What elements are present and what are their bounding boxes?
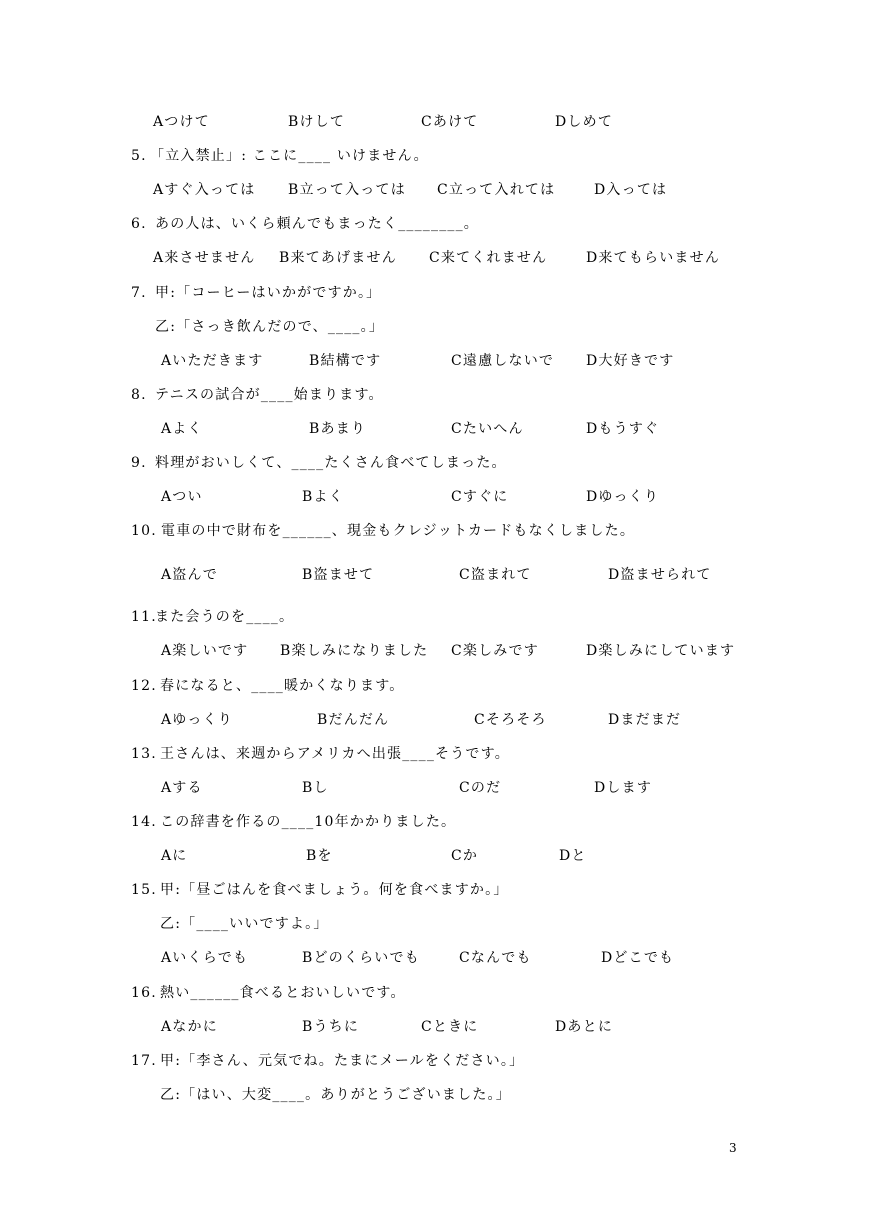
question-text: 春になると、____暖かくなります。 bbox=[160, 678, 405, 694]
option-b: Bだんだん bbox=[317, 712, 390, 728]
option-b: Bどのくらいでも bbox=[302, 950, 420, 966]
option-d: Dします bbox=[594, 780, 653, 796]
option-d: Dあとに bbox=[555, 1019, 614, 1035]
question-number: 15. bbox=[131, 882, 157, 898]
option-c: C来てくれません bbox=[429, 250, 548, 266]
option-d: Dゆっくり bbox=[586, 489, 660, 505]
option-a: A来させません bbox=[153, 250, 256, 266]
option-a: Aに bbox=[161, 848, 188, 864]
option-c: Cのだ bbox=[459, 780, 502, 796]
question-text-line-2: 乙:「さっき飲んだので、____。」 bbox=[155, 319, 385, 335]
question-number: 5. bbox=[131, 148, 147, 164]
option-c: Cすぐに bbox=[451, 489, 509, 505]
option-a: Aすぐ入っては bbox=[153, 182, 256, 198]
option-d: Dもうすぐ bbox=[586, 421, 660, 437]
option-c: Cたいへん bbox=[451, 421, 524, 437]
question-number: 17. bbox=[131, 1053, 157, 1069]
option-c: C遠慮しないで bbox=[451, 353, 555, 369]
question-text: また会うのを____。 bbox=[155, 609, 295, 625]
question-text-line-2: 乙:「はい、大変____。ありがとうございました。」 bbox=[160, 1087, 511, 1103]
option-a: A盗んで bbox=[161, 567, 218, 583]
option-c: Cか bbox=[451, 848, 479, 864]
question-text: 料理がおいしくて、____たくさん食べてしまった。 bbox=[155, 455, 507, 471]
option-b: Bよく bbox=[302, 489, 344, 505]
question-number: 8. bbox=[131, 387, 147, 403]
question-number: 16. bbox=[131, 985, 157, 1001]
option-d: Dどこでも bbox=[601, 950, 675, 966]
page-number: 3 bbox=[729, 1141, 737, 1155]
option-c: Cあけて bbox=[421, 114, 479, 130]
option-a: Aする bbox=[161, 780, 203, 796]
option-b: Bけして bbox=[288, 114, 346, 130]
question-text-line-2: 乙:「____いいですよ。」 bbox=[160, 916, 329, 932]
question-number: 12. bbox=[131, 678, 157, 694]
option-c: C盗まれて bbox=[459, 567, 532, 583]
option-d: Dまだまだ bbox=[608, 712, 682, 728]
question-text: この辞書を作るの____10年かかりました。 bbox=[160, 814, 457, 830]
option-a: Aつけて bbox=[153, 114, 210, 130]
option-d: Dと bbox=[559, 848, 587, 864]
question-number: 13. bbox=[131, 746, 157, 762]
option-c: C立って入れては bbox=[437, 182, 556, 198]
option-c: C楽しみです bbox=[451, 643, 539, 659]
question-text: あの人は、いくら頼んでもまったく________。 bbox=[155, 216, 479, 232]
option-a: Aなかに bbox=[161, 1019, 218, 1035]
option-a: Aゆっくり bbox=[161, 712, 233, 728]
question-text: 熱い______食べるとおいしいです。 bbox=[160, 985, 406, 1001]
option-b: Bを bbox=[306, 848, 333, 864]
option-d: D入っては bbox=[594, 182, 668, 198]
question-text: 甲:「李さん、元気でね。たまにメールをください。」 bbox=[160, 1053, 525, 1069]
option-b: B楽しみになりました bbox=[280, 643, 429, 659]
option-c: Cそろそろ bbox=[474, 712, 547, 728]
question-text: 甲:「コーヒーはいかがですか。」 bbox=[155, 285, 382, 301]
question-text: 王さんは、来週からアメリカへ出張____そうです。 bbox=[160, 746, 510, 762]
question-text: テニスの試合が____始まります。 bbox=[155, 387, 384, 403]
question-number: 6. bbox=[131, 216, 147, 232]
option-a: Aよく bbox=[161, 421, 203, 437]
question-number: 11. bbox=[131, 609, 157, 625]
question-text: 電車の中で財布を______、現金もクレジットカードもなくしました。 bbox=[161, 523, 636, 539]
option-d: D盗ませられて bbox=[608, 567, 712, 583]
question-text: 「立入禁止」: ここに____ いけません。 bbox=[150, 148, 429, 164]
option-b: Bあまり bbox=[309, 421, 367, 437]
question-number: 7. bbox=[131, 285, 147, 301]
option-c: Cときに bbox=[421, 1019, 479, 1035]
option-b: Bし bbox=[302, 780, 329, 796]
option-b: B結構です bbox=[309, 353, 382, 369]
option-d: D大好きです bbox=[586, 353, 675, 369]
option-a: Aいただきます bbox=[161, 353, 264, 369]
option-d: D楽しみにしています bbox=[586, 643, 736, 659]
option-d: Dしめて bbox=[555, 114, 614, 130]
option-c: Cなんでも bbox=[459, 950, 532, 966]
question-text: 甲:「昼ごはんを食べましょう。何を食べますか。」 bbox=[160, 882, 509, 898]
option-a: Aつい bbox=[161, 489, 203, 505]
option-d: D来てもらいません bbox=[586, 250, 721, 266]
option-a: Aいくらでも bbox=[161, 950, 249, 966]
question-number: 9. bbox=[131, 455, 147, 471]
question-number: 14. bbox=[131, 814, 157, 830]
question-number: 10. bbox=[131, 523, 157, 539]
option-b: B盗ませて bbox=[302, 567, 375, 583]
option-b: B立って入っては bbox=[288, 182, 406, 198]
option-b: B来てあげません bbox=[279, 250, 397, 266]
option-a: A楽しいです bbox=[161, 643, 249, 659]
option-b: Bうちに bbox=[302, 1019, 360, 1035]
